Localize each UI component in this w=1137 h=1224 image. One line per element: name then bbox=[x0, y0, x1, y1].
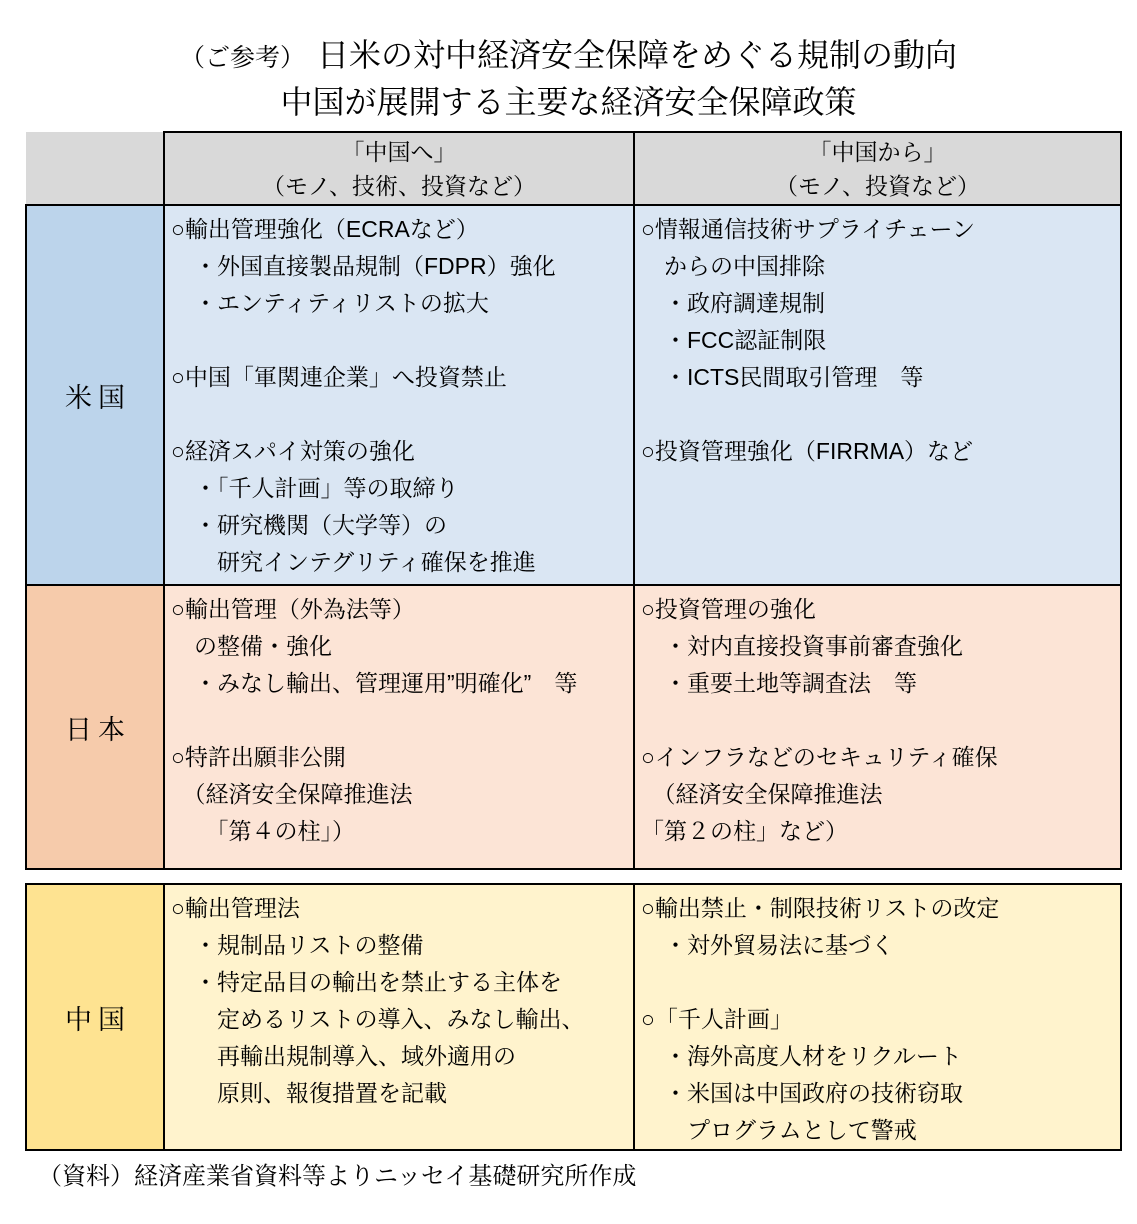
cell-text bbox=[635, 586, 1120, 850]
text-line: ・規制品リストの整備 bbox=[171, 932, 424, 958]
text-line bbox=[641, 964, 1116, 1001]
table-corner-spacer bbox=[26, 132, 164, 205]
text-line: ・研究機関（大学等）の bbox=[171, 512, 447, 538]
cell-text bbox=[165, 586, 633, 850]
china-policies-table bbox=[25, 883, 1122, 1151]
text-line: 定めるリストの導入、みなし輸出、 bbox=[171, 1006, 585, 1032]
text-line: ○インフラなどのセキュリティ確保 bbox=[641, 744, 998, 770]
text-line: ○中国「軍関連企業」へ投資禁止 bbox=[171, 364, 507, 390]
title-line-1 bbox=[0, 34, 1137, 79]
text-line bbox=[641, 702, 1116, 739]
cell-china-to-china bbox=[164, 884, 634, 1150]
text-line: プログラムとして警戒 bbox=[641, 1117, 917, 1143]
text-line bbox=[641, 396, 1116, 433]
text-line: ・対外貿易法に基づく bbox=[641, 932, 894, 958]
text-line: 「第２の柱」など） bbox=[641, 818, 848, 844]
text-line: ・海外高度人材をリクルート bbox=[641, 1043, 962, 1069]
text-line: の整備・強化 bbox=[171, 633, 332, 659]
cell-text bbox=[635, 206, 1120, 470]
title-line-2: 中国が展開する主要な経済安全保障政策 bbox=[280, 84, 857, 120]
text-line: ○輸出管理（外為法等） bbox=[171, 596, 415, 622]
text-line bbox=[171, 322, 629, 359]
text-line: からの中国排除 bbox=[641, 253, 825, 279]
text-line: ・みなし輸出、管理運用”明確化” 等 bbox=[171, 670, 578, 696]
table-row-japan bbox=[26, 585, 1121, 869]
text-line: ・外国直接製品規制（FDPR）強化 bbox=[171, 253, 556, 279]
cell-usa-from-china bbox=[634, 205, 1121, 585]
table-row-china bbox=[26, 884, 1121, 1150]
text-line: ・エンティティリストの拡大 bbox=[171, 290, 489, 316]
text-line: （経済安全保障推進法 bbox=[171, 781, 413, 807]
text-line bbox=[171, 396, 629, 433]
text-line: ・ICTS民間取引管理 等 bbox=[641, 364, 924, 390]
text-line: ・重要土地等調査法 等 bbox=[641, 670, 917, 696]
source-note: （資料）経済産業省資料等よりニッセイ基礎研究所作成 bbox=[38, 1163, 637, 1190]
text-line: 研究インテグリティ確保を推進 bbox=[171, 549, 536, 575]
text-line: ・FCC認証制限 bbox=[641, 327, 827, 353]
text-line: ・政府調達規制 bbox=[641, 290, 825, 316]
text-line: 「第４の柱」） bbox=[171, 818, 355, 844]
text-line: ○輸出管理法 bbox=[171, 895, 300, 921]
japan-us-regulations-table bbox=[25, 131, 1122, 870]
text-line bbox=[171, 702, 629, 739]
text-line: ○投資管理の強化 bbox=[641, 596, 816, 622]
text-line: 再輸出規制導入、域外適用の bbox=[171, 1043, 516, 1069]
column-header-to-china bbox=[164, 132, 634, 205]
table-row-usa bbox=[26, 205, 1121, 585]
text-line: ・対内直接投資事前審査強化 bbox=[641, 633, 963, 659]
cell-text bbox=[165, 206, 633, 581]
cell-china-from-china bbox=[634, 884, 1121, 1150]
row-label-japan: 日本 bbox=[26, 585, 164, 869]
column-header-line: 「中国から」 bbox=[808, 138, 947, 165]
text-line: ○輸出管理強化（ECRAなど） bbox=[171, 216, 479, 242]
text-line: ・特定品目の輸出を禁止する主体を bbox=[171, 969, 562, 995]
title-reference-label: （ご参考） bbox=[179, 44, 305, 72]
text-line: ○情報通信技術サプライチェーン bbox=[641, 216, 976, 242]
cell-text bbox=[635, 885, 1120, 1149]
text-line: ・米国は中国政府の技術窃取 bbox=[641, 1080, 963, 1106]
row-label-usa: 米国 bbox=[26, 205, 164, 585]
text-line: ・「千人計画」等の取締り bbox=[171, 475, 459, 501]
text-line: ○「千人計画」 bbox=[641, 1006, 793, 1032]
text-line: （経済安全保障推進法 bbox=[641, 781, 883, 807]
title-main-text: 日米の対中経済安全保障をめぐる規制の動向 bbox=[317, 37, 958, 73]
cell-usa-to-china bbox=[164, 205, 634, 585]
text-line: ○特許出願非公開 bbox=[171, 744, 346, 770]
cell-japan-to-china bbox=[164, 585, 634, 869]
table-header-row bbox=[26, 132, 1121, 205]
text-line: ○輸出禁止・制限技術リストの改定 bbox=[641, 895, 1000, 921]
column-header-line: （モノ、技術、投資など） bbox=[262, 172, 536, 199]
column-header-line: （モノ、投資など） bbox=[775, 172, 980, 199]
cell-japan-from-china bbox=[634, 585, 1121, 869]
text-line: 原則、報復措置を記載 bbox=[171, 1080, 447, 1106]
column-header-line: 「中国へ」 bbox=[341, 138, 457, 165]
text-line: ○投資管理強化（FIRRMA）など bbox=[641, 438, 974, 464]
column-header-from-china bbox=[634, 132, 1121, 205]
text-line: ○経済スパイ対策の強化 bbox=[171, 438, 415, 464]
row-label-china: 中国 bbox=[26, 884, 164, 1150]
cell-text bbox=[165, 885, 633, 1112]
page-title bbox=[0, 0, 1137, 123]
